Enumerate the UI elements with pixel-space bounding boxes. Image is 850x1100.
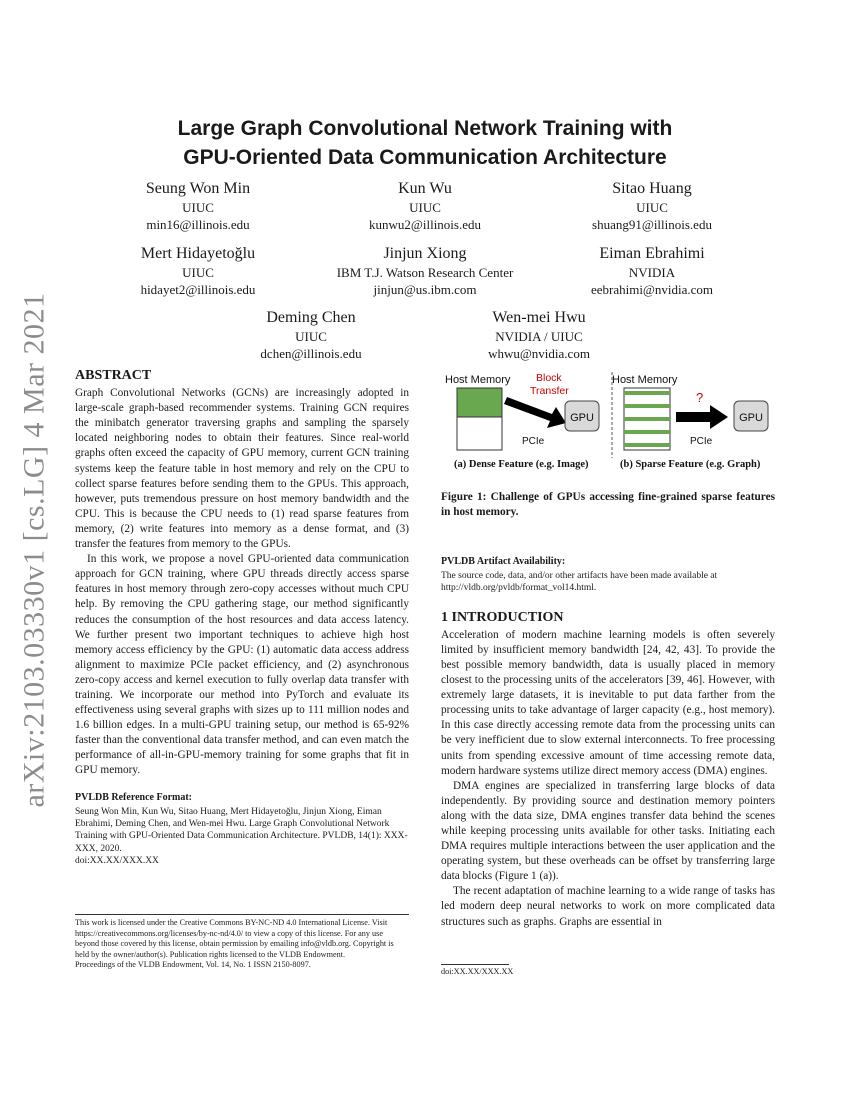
abstract-heading: ABSTRACT bbox=[75, 368, 152, 383]
author-block bbox=[191, 307, 431, 362]
author-affiliation: UIUC bbox=[182, 200, 214, 215]
author-email[interactable]: kunwu2@illinois.edu bbox=[369, 217, 481, 232]
author-block bbox=[305, 243, 545, 298]
author-name: Seung Won Min bbox=[145, 180, 251, 197]
author-name: Mert Hidayetoğlu bbox=[140, 245, 256, 262]
author-email[interactable]: shuang91@illinois.edu bbox=[592, 217, 712, 232]
gpu-label-right: GPU bbox=[739, 412, 763, 424]
reference-format-text: Seung Won Min, Kun Wu, Sitao Huang, Mert Hidayetoğlu, Jinjun Xiong, Eiman Ebrahimi, Deming Chen, and Wen-mei Hwu. Large Graph Convolutional Network Training with GPU-Oriented Data Communication Architecture. PVLDB, 14(1): XXX-XXX, 2020. bbox=[75, 806, 408, 854]
title-line-1: Large Graph Convolutional Network Training with bbox=[177, 117, 673, 140]
author-block bbox=[78, 243, 318, 298]
reference-doi: doi:XX.XX/XXX.XX bbox=[75, 855, 159, 866]
author-block bbox=[532, 243, 772, 298]
paper-title bbox=[80, 114, 770, 172]
subcaption-a: (a) Dense Feature (e.g. Image) bbox=[454, 459, 589, 470]
question-mark: ? bbox=[696, 390, 704, 405]
author-name: Jinjun Xiong bbox=[383, 245, 467, 262]
pcie-label-left: PCIe bbox=[522, 436, 545, 447]
introduction-heading: 1 INTRODUCTION bbox=[441, 609, 564, 625]
right-footnote bbox=[441, 967, 775, 978]
author-email[interactable]: whwu@nvidia.com bbox=[488, 346, 590, 361]
intro-paragraph-3: The recent adaptation of machine learning to a wide range of tasks has led modern deep neural networks to work on more complicated data structures such as graphs. Graphs are essential in bbox=[441, 885, 775, 928]
proceedings-text: Proceedings of the VLDB Endowment, Vol. 14, No. 1 ISSN 2150-8097. bbox=[75, 960, 311, 970]
footnote-rule bbox=[75, 914, 409, 915]
sparse-feature-row bbox=[624, 430, 670, 434]
right-footnote-rule bbox=[441, 964, 509, 965]
author-affiliation: IBM T.J. Watson Research Center bbox=[336, 265, 514, 280]
dense-transfer-arrow bbox=[504, 397, 566, 428]
right-column bbox=[441, 490, 775, 930]
arxiv-sidebar bbox=[0, 0, 70, 1100]
reference-format-heading: PVLDB Reference Format: bbox=[75, 791, 192, 803]
pcie-label-right: PCIe bbox=[690, 436, 713, 447]
author-block bbox=[532, 178, 772, 233]
abstract-paragraph-2: In this work, we propose a novel GPU-oriented data communication approach for GCN training, where GPU threads directly access sparse features in host memory through zero-copy accesses without much CPU help. By removing the CPU gathering stage, our method significantly reduces the consumption of the host resources and data access latency. We further present two important techniques to achieve high host memory access efficiency by the GPU: (1) automatic data access address alignment to maximize PCIe packet efficiency, and (2) asynchronous zero-copy access and kernel execution to fully overlap data transfer with training. We incorporate our method into PyTorch and evaluate its effectiveness using several graphs with sizes up to 111 million nodes and 1.6 billion edges. In a multi-GPU training setup, our method is 65-92% faster than the conventional data transfer method, and can even match the performance of all-in-GPU-memory training for some graphs that fit in GPU memory. bbox=[75, 553, 409, 777]
author-name: Wen-mei Hwu bbox=[492, 309, 586, 326]
license-text: This work is licensed under the Creative Commons BY-NC-ND 4.0 International License. Visit https://creativecommons.org/licenses/by-nc-nd/4.0/ to view a copy of this license. For any use beyond those covered by this license, obtain permission by emailing info@vldb.org. Copyright is held by the owner/author(s). Publication rights licensed to the VLDB Endowment. bbox=[75, 918, 394, 959]
author-email[interactable]: eebrahimi@nvidia.com bbox=[590, 282, 714, 297]
right-footer-doi: doi:XX.XX/XXX.XX bbox=[441, 967, 514, 976]
license-footnote bbox=[75, 918, 409, 971]
author-affiliation: UIUC bbox=[182, 265, 214, 280]
block-transfer-label-1: Block bbox=[536, 372, 562, 384]
subcaption-b: (b) Sparse Feature (e.g. Graph) bbox=[620, 459, 761, 470]
author-block bbox=[78, 178, 318, 233]
author-name: Kun Wu bbox=[398, 180, 452, 197]
author-affiliation: UIUC bbox=[295, 329, 327, 344]
intro-paragraph-1: Acceleration of modern machine learning models is often severely limited by insufficient memory bandwidth [24, 42, 43]. To provide the best possible memory bandwidth, data is usually placed in memory closest to the processing units of the accelerators [39, 46]. However, with extremely large datasets, it is inevitable to put data farther from the processing units to take advantage of larger capacity (e.g., host memory). In this case directly accessing remote data from the processing units can be very inefficient due to slow external interconnects. To free processing units from spending excessive amount of time accessing remote data, modern hardware systems utilize direct memory access (DMA) engines. bbox=[441, 628, 775, 777]
author-email[interactable]: min16@illinois.edu bbox=[146, 217, 250, 232]
figure-1-caption: Figure 1: Challenge of GPUs accessing fine-grained sparse features in host memory. bbox=[441, 491, 775, 518]
right-host-memory-label: Host Memory bbox=[612, 374, 678, 386]
abstract-paragraph-1: Graph Convolutional Networks (GCNs) are increasingly adopted in large-scale graph-based recommender systems. Training GCN requires the minibatch generator traversing graphs and sampling the sparsely located neighboring nodes to obtain their features. Since real-world graphs often exceed the capacity of GPU memory, current GCN training systems keep the feature table in host memory and rely on the CPU to collect sparse features before sending them to the GPUs. This approach, however, puts tremendous pressure on host memory bandwidth and the CPU. This is because the CPU needs to (1) read sparse features from memory, (2) write features into memory as a dense format, and (3) transfer the features from memory to the GPUs. bbox=[75, 387, 409, 551]
left-host-memory-label: Host Memory bbox=[445, 374, 511, 386]
author-email[interactable]: hidayet2@illinois.edu bbox=[140, 282, 256, 297]
left-column bbox=[75, 368, 409, 867]
author-block bbox=[305, 178, 545, 233]
arxiv-identifier: arXiv:2103.03330v1 [cs.LG] 4 Mar 2021 bbox=[18, 292, 51, 808]
author-affiliation: UIUC bbox=[636, 200, 668, 215]
author-name: Deming Chen bbox=[266, 309, 356, 326]
sparse-transfer-arrow bbox=[676, 405, 728, 429]
artifact-text: The source code, data, and/or other artifacts have been made available at http://vldb.org/pvldb/format_vol14.html. bbox=[441, 571, 718, 594]
author-email[interactable]: jinjun@us.ibm.com bbox=[373, 282, 477, 297]
author-email[interactable]: dchen@illinois.edu bbox=[260, 346, 362, 361]
sparse-feature-row bbox=[624, 404, 670, 408]
author-name: Sitao Huang bbox=[612, 180, 692, 197]
sparse-feature-row bbox=[624, 417, 670, 421]
artifact-heading: PVLDB Artifact Availability: bbox=[441, 556, 566, 567]
sparse-feature-row bbox=[624, 391, 670, 395]
figure-1-diagram bbox=[440, 368, 780, 473]
author-affiliation: NVIDIA bbox=[628, 265, 676, 280]
intro-paragraph-2: DMA engines are specialized in transferring large blocks of data independently. By providing source and destination memory pointers along with the data size, DMA engines transfer data behind the scenes while keeping processing units available for other tasks. Initiating each DMA requires multiple interactions between the user application and the operating system, but these overheads can be offset by transferring large data blocks (Figure 1 (a)). bbox=[441, 779, 775, 883]
author-block bbox=[419, 307, 659, 362]
block-transfer-label-2: Transfer bbox=[530, 385, 569, 397]
gpu-label-left: GPU bbox=[570, 412, 594, 424]
sparse-feature-row bbox=[624, 443, 670, 447]
author-name: Eiman Ebrahimi bbox=[599, 245, 705, 262]
author-affiliation: UIUC bbox=[409, 200, 441, 215]
dense-feature-region bbox=[457, 388, 502, 417]
author-affiliation: NVIDIA / UIUC bbox=[495, 329, 583, 344]
title-line-2: GPU-Oriented Data Communication Architecture bbox=[183, 146, 667, 169]
